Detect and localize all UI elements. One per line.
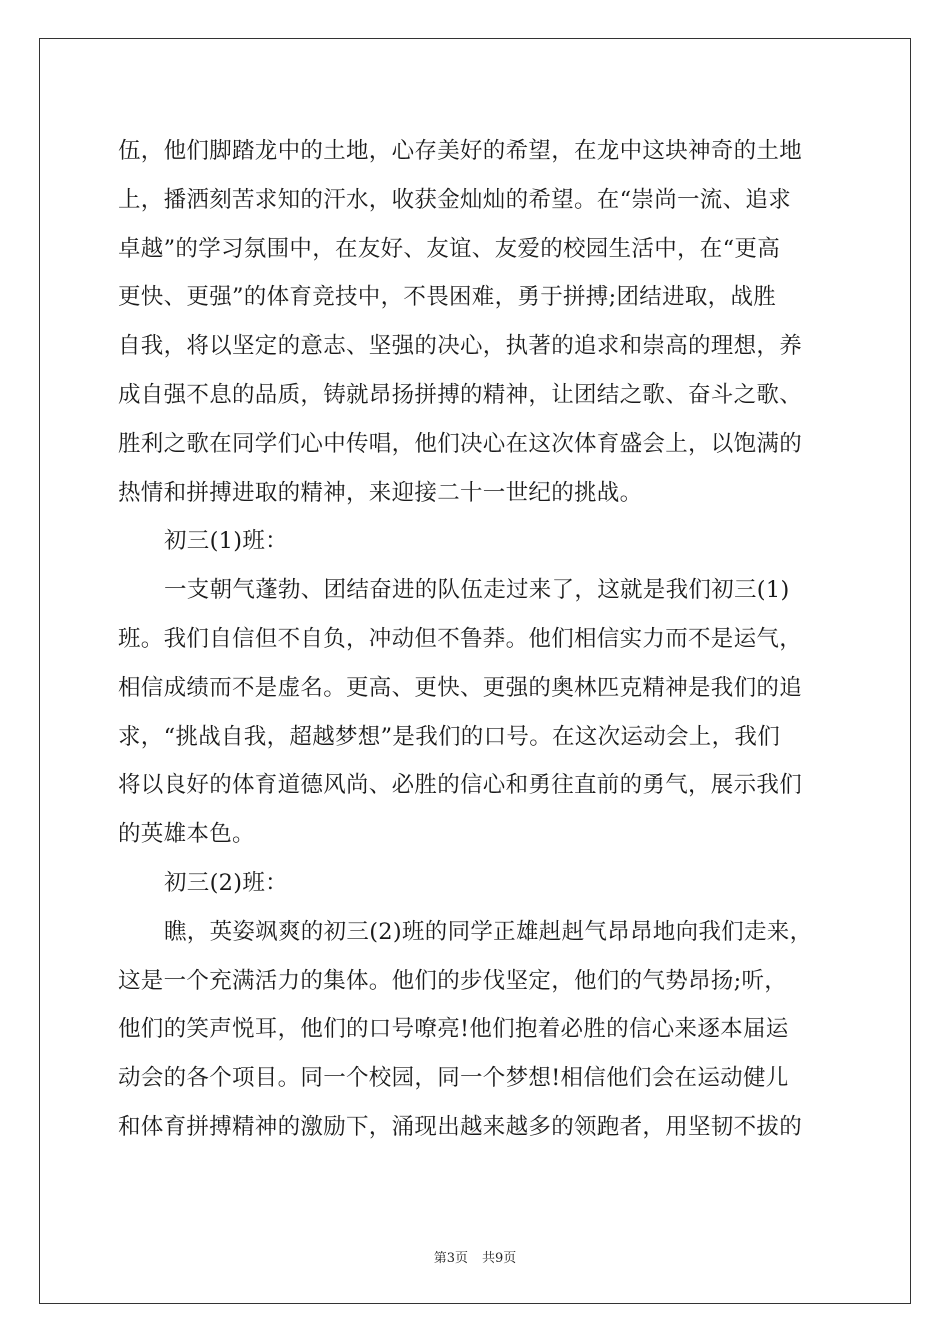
text-line: 动会的各个项目。同一个校园，同一个梦想!相信他们会在运动健儿 xyxy=(118,1065,789,1092)
text-line: 初三(1)班： xyxy=(164,528,288,555)
page-number: 第3页 xyxy=(433,1251,468,1266)
text-line: 求，“挑战自我，超越梦想”是我们的口号。在这次运动会上，我们 xyxy=(118,723,781,750)
text-line: 成自强不息的品质，铸就昂扬拼搏的精神，让团结之歌、奋斗之歌、 xyxy=(118,381,803,408)
text-line: 初三(2)班： xyxy=(164,869,288,896)
text-line: 自我，将以坚定的意志、坚强的决心，执著的追求和崇高的理想，养 xyxy=(118,333,803,360)
text-line: 的英雄本色。 xyxy=(118,821,255,848)
text-line: 热情和拼搏进取的精神，来迎接二十一世纪的挑战。 xyxy=(118,479,643,506)
text-line: 他们的笑声悦耳，他们的口号嘹亮!他们抱着必胜的信心来逐本届运 xyxy=(118,1016,789,1043)
text-line: 和体育拼搏精神的激励下，涌现出越来越多的领跑者，用坚韧不拔的 xyxy=(118,1113,803,1140)
text-line: 卓越”的学习氛围中，在友好、友谊、友爱的校园生活中，在“更高 xyxy=(118,235,781,262)
text-line: 将以良好的体育道德风尚、必胜的信心和勇往直前的勇气，展示我们 xyxy=(118,772,803,799)
page-total: 共9页 xyxy=(482,1251,517,1266)
document-body xyxy=(118,127,838,1152)
text-line: 伍，他们脚踏龙中的土地，心存美好的希望，在龙中这块神奇的土地 xyxy=(118,138,803,164)
text-line: 上，播洒刻苦求知的汗水，收获金灿灿的希望。在“崇尚一流、追求 xyxy=(118,186,792,213)
text-line: 这是一个充满活力的集体。他们的步伐坚定，他们的气势昂扬;听， xyxy=(118,967,788,994)
text-line: 一支朝气蓬勃、团结奋进的队伍走过来了，这就是我们初三(1) xyxy=(164,577,790,604)
text-line: 更快、更强”的体育竞技中，不畏困难，勇于拼搏;团结进取，战胜 xyxy=(118,284,777,311)
text-line: 班。我们自信但不自负，冲动但不鲁莽。他们相信实力而不是运气， xyxy=(118,625,803,652)
text-line: 瞧，英姿飒爽的初三(2)班的同学正雄赳赳气昂昂地向我们走来， xyxy=(164,918,813,945)
page-footer xyxy=(0,1247,950,1266)
text-line: 相信成绩而不是虚名。更高、更快、更强的奥林匹克精神是我们的追 xyxy=(118,674,803,701)
text-line: 胜利之歌在同学们心中传唱，他们决心在这次体育盛会上，以饱满的 xyxy=(118,430,803,457)
